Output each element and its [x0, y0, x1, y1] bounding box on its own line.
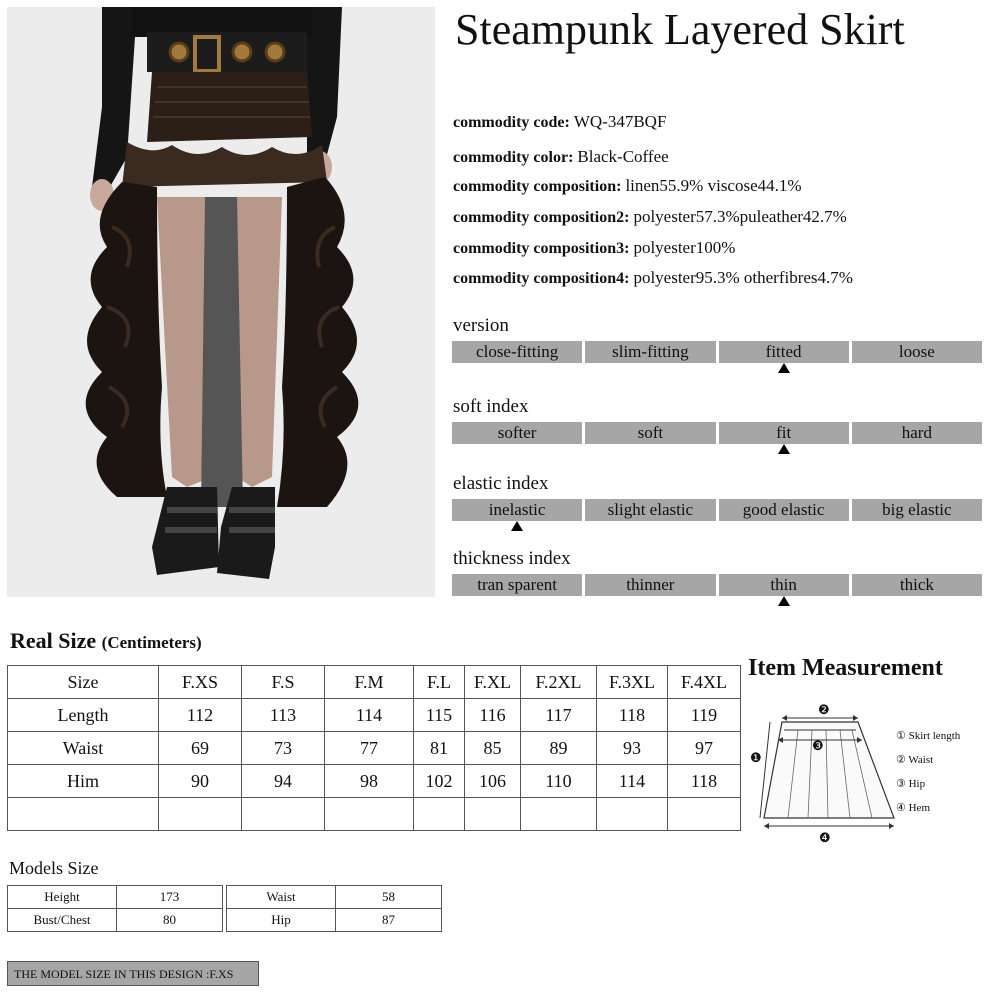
- table-row: [8, 765, 741, 798]
- spec-value: WQ-347BQF: [573, 112, 667, 131]
- legend-item: ③ Hip: [896, 778, 926, 790]
- real-size-table: [7, 665, 741, 831]
- table-cell: 89: [521, 732, 597, 765]
- table-cell: 113: [242, 699, 325, 732]
- spec-value: polyester57.3%puleather42.7%: [633, 207, 847, 226]
- table-header-cell: F.M: [325, 666, 414, 699]
- table-cell: 117: [521, 699, 597, 732]
- skirt-measurement-diagram: [748, 700, 988, 855]
- table-header-cell: F.XS: [159, 666, 242, 699]
- table-header-cell: F.L: [414, 666, 465, 699]
- table-cell: 77: [325, 732, 414, 765]
- table-cell: 118: [668, 765, 741, 798]
- thickness-index-bar: [452, 574, 982, 596]
- elastic-index-bar: [452, 499, 982, 521]
- table-header-cell: Size: [8, 666, 159, 699]
- table-header-cell: F.XL: [465, 666, 521, 699]
- thickness-index-option: thinner: [585, 574, 715, 596]
- version-title: version: [453, 315, 509, 336]
- soft-index-bar: [452, 422, 982, 444]
- table-cell: 97: [668, 732, 741, 765]
- elastic-index-option: inelastic: [452, 499, 582, 521]
- table-cell: 112: [159, 699, 242, 732]
- table-cell: [159, 798, 242, 831]
- thickness-index-option: thin: [719, 574, 849, 596]
- real-size-unit: (Centimeters): [101, 633, 202, 652]
- table-row: [227, 909, 442, 932]
- table-cell: 173: [117, 886, 223, 909]
- product-title: Steampunk Layered Skirt: [455, 5, 905, 54]
- spec-label: commodity composition:: [453, 178, 622, 195]
- models-size-table-left: [7, 885, 223, 932]
- table-cell: 58: [336, 886, 442, 909]
- table-cell: 114: [325, 699, 414, 732]
- elastic-index-marker-icon: [511, 521, 523, 531]
- elastic-index-option: slight elastic: [585, 499, 715, 521]
- table-cell: Height: [8, 886, 117, 909]
- table-header-cell: F.2XL: [521, 666, 597, 699]
- table-row: [227, 886, 442, 909]
- spec-value: polyester95.3% otherfibres4.7%: [633, 268, 853, 287]
- marker-length-icon: ❶: [750, 750, 762, 765]
- spec-value: polyester100%: [633, 238, 736, 257]
- spec-label: commodity composition4:: [453, 270, 630, 287]
- product-photo: [7, 7, 435, 597]
- table-header-cell: F.4XL: [668, 666, 741, 699]
- legend-item: ② Waist: [896, 754, 934, 766]
- soft-index-option: fit: [719, 422, 849, 444]
- soft-index-option: hard: [852, 422, 982, 444]
- soft-index-title: soft index: [453, 396, 529, 417]
- real-size-heading: Real Size: [10, 628, 97, 653]
- legend-item: ① Skirt length: [896, 730, 961, 742]
- table-cell: 85: [465, 732, 521, 765]
- soft-index-option: soft: [585, 422, 715, 444]
- table-cell: 87: [336, 909, 442, 932]
- table-cell: 106: [465, 765, 521, 798]
- thickness-index-option: thick: [852, 574, 982, 596]
- spec-commodity-color: [453, 147, 669, 167]
- table-row: [8, 732, 741, 765]
- version-option: loose: [852, 341, 982, 363]
- table-cell: 110: [521, 765, 597, 798]
- spec-commodity-composition2: [453, 207, 847, 227]
- soft-index-marker-icon: [778, 444, 790, 454]
- table-cell: Waist: [8, 732, 159, 765]
- legend-item: ④ Hem: [896, 802, 930, 814]
- thickness-index-option: tran sparent: [452, 574, 582, 596]
- marker-hem-icon: ❹: [819, 830, 831, 845]
- real-size-title: [10, 628, 202, 654]
- table-cell: [597, 798, 668, 831]
- spec-value: linen55.9% viscose44.1%: [625, 176, 802, 195]
- measurement-legend: [896, 724, 960, 820]
- table-cell: Him: [8, 765, 159, 798]
- marker-waist-icon: ❷: [818, 702, 830, 717]
- table-header-row: [8, 666, 741, 699]
- thickness-index-marker-icon: [778, 596, 790, 606]
- spec-commodity-code: [453, 112, 666, 132]
- table-cell: [325, 798, 414, 831]
- table-cell: 90: [159, 765, 242, 798]
- item-measurement-title: Item Measurement: [748, 655, 943, 681]
- table-row: [8, 886, 223, 909]
- elastic-index-option: big elastic: [852, 499, 982, 521]
- table-cell: [521, 798, 597, 831]
- spec-label: commodity composition3:: [453, 240, 630, 257]
- table-cell: [465, 798, 521, 831]
- table-cell: Waist: [227, 886, 336, 909]
- table-header-cell: F.S: [242, 666, 325, 699]
- thickness-index-title: thickness index: [453, 548, 571, 569]
- marker-hip-icon: ❸: [812, 738, 824, 753]
- table-cell: 93: [597, 732, 668, 765]
- version-marker-icon: [778, 363, 790, 373]
- version-option: close-fitting: [452, 341, 582, 363]
- table-cell: Bust/Chest: [8, 909, 117, 932]
- table-cell: 81: [414, 732, 465, 765]
- table-cell: 116: [465, 699, 521, 732]
- elastic-index-title: elastic index: [453, 473, 549, 494]
- spec-commodity-composition4: [453, 268, 853, 288]
- table-cell: 118: [597, 699, 668, 732]
- table-cell: 94: [242, 765, 325, 798]
- table-cell: [668, 798, 741, 831]
- models-size-table-right: [226, 885, 442, 932]
- table-cell: 98: [325, 765, 414, 798]
- spec-commodity-composition3: [453, 238, 735, 258]
- spec-label: commodity code:: [453, 114, 570, 131]
- soft-index-option: softer: [452, 422, 582, 444]
- table-cell: [414, 798, 465, 831]
- table-cell: 80: [117, 909, 223, 932]
- model-size-banner: THE MODEL SIZE IN THIS DESIGN :F.XS: [7, 961, 259, 986]
- elastic-index-option: good elastic: [719, 499, 849, 521]
- table-cell: [8, 798, 159, 831]
- version-option: fitted: [719, 341, 849, 363]
- table-cell: 102: [414, 765, 465, 798]
- version-option: slim-fitting: [585, 341, 715, 363]
- table-cell: 73: [242, 732, 325, 765]
- spec-value: Black-Coffee: [577, 147, 669, 166]
- version-bar: [452, 341, 982, 363]
- table-cell: Length: [8, 699, 159, 732]
- table-cell: 119: [668, 699, 741, 732]
- table-cell: 69: [159, 732, 242, 765]
- table-row: [8, 699, 741, 732]
- table-header-cell: F.3XL: [597, 666, 668, 699]
- table-cell: 114: [597, 765, 668, 798]
- table-cell: 115: [414, 699, 465, 732]
- table-cell: Hip: [227, 909, 336, 932]
- spec-commodity-composition: [453, 176, 802, 196]
- models-size-title: Models Size: [9, 858, 99, 878]
- spec-label: commodity composition2:: [453, 209, 630, 226]
- spec-label: commodity color:: [453, 149, 574, 166]
- table-cell: [242, 798, 325, 831]
- table-row: [8, 909, 223, 932]
- table-row: [8, 798, 741, 831]
